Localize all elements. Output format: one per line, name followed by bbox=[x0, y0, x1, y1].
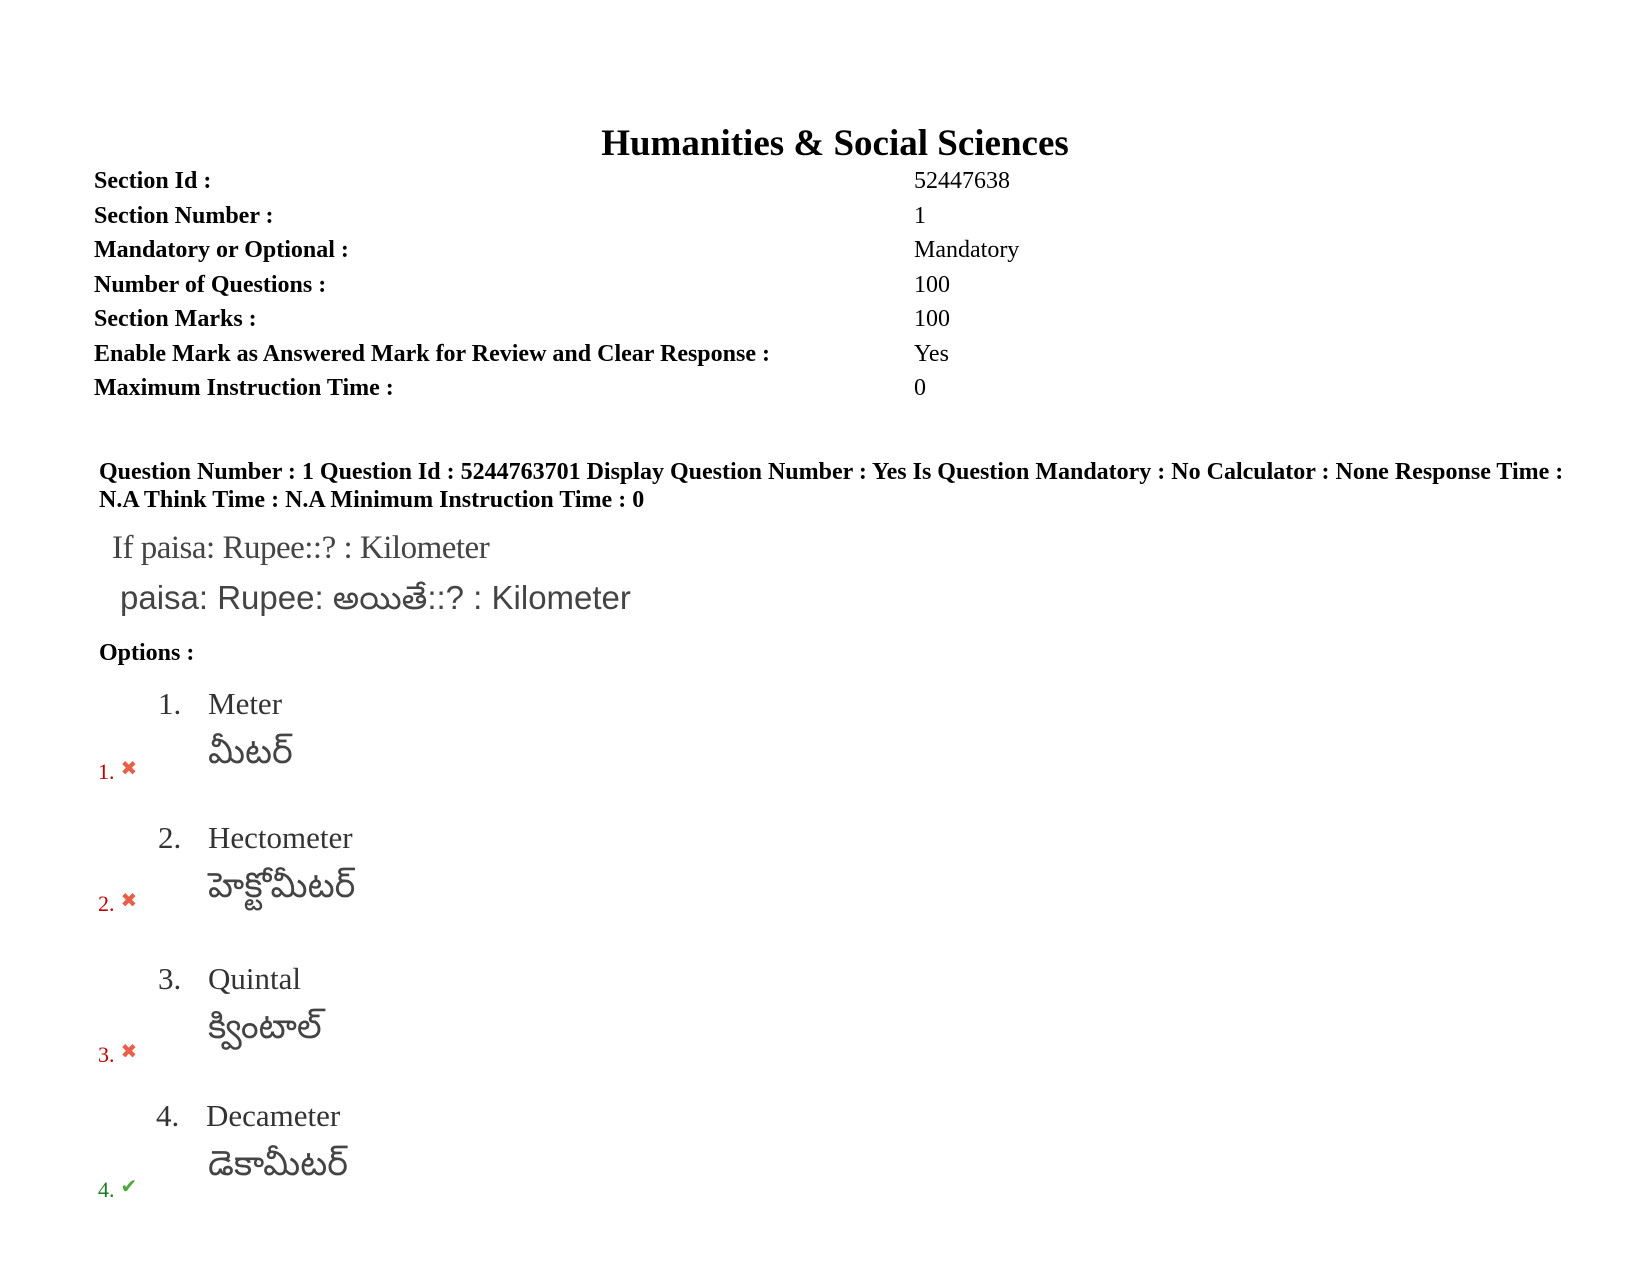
info-label: Maximum Instruction Time : bbox=[94, 375, 394, 401]
option-number: 3. bbox=[158, 961, 182, 996]
question-text-telugu: paisa: Rupee: అయితే::? : Kilometer bbox=[120, 579, 631, 616]
option-marker bbox=[98, 756, 137, 785]
info-value: 100 bbox=[914, 271, 950, 298]
question-text-english: If paisa: Rupee::? : Kilometer bbox=[112, 530, 490, 566]
max-instruction-time-row bbox=[94, 371, 1094, 406]
option-marker-number: 1. bbox=[98, 759, 115, 784]
mandatory-row bbox=[94, 233, 1094, 268]
info-value: Mandatory bbox=[914, 237, 1020, 263]
info-label: Number of Questions : bbox=[94, 271, 327, 298]
question-text bbox=[112, 526, 631, 620]
section-info-table bbox=[94, 164, 1094, 406]
cross-icon: ✖ bbox=[120, 1041, 138, 1063]
option-number: 1. bbox=[158, 686, 182, 721]
info-value: 100 bbox=[914, 306, 950, 332]
section-number-row bbox=[94, 199, 1094, 234]
option-text-telugu: హెక్టోమీటర్ bbox=[208, 866, 356, 906]
option-number: 4. bbox=[156, 1098, 180, 1133]
options-label: Options : bbox=[99, 640, 195, 666]
enable-mark-row bbox=[94, 337, 1094, 372]
option-text-telugu: డెకామీటర్ bbox=[208, 1144, 348, 1184]
info-label: Section Id : bbox=[94, 168, 212, 194]
option-marker-number: 4. bbox=[98, 1177, 115, 1202]
info-label: Enable Mark as Answered Mark for Review and Clear Response : bbox=[94, 340, 770, 367]
section-title: Humanities & Social Sciences bbox=[601, 123, 1069, 164]
info-label: Section Marks : bbox=[94, 306, 257, 332]
info-value: 0 bbox=[914, 375, 926, 401]
option-4 bbox=[0, 1098, 900, 1228]
option-number: 2. bbox=[158, 820, 182, 855]
option-marker-number: 3. bbox=[98, 1042, 115, 1067]
option-text-english: Decameter bbox=[206, 1098, 341, 1133]
check-icon: ✔ bbox=[120, 1176, 138, 1198]
section-id-row bbox=[94, 164, 1094, 199]
cross-icon: ✖ bbox=[120, 758, 138, 780]
option-3 bbox=[0, 961, 900, 1091]
option-text-telugu: క్వింటాల్ bbox=[208, 1007, 322, 1047]
option-1 bbox=[0, 686, 900, 816]
info-label: Section Number : bbox=[94, 202, 274, 229]
info-label: Mandatory or Optional : bbox=[94, 237, 349, 263]
option-text-english: Quintal bbox=[208, 961, 301, 996]
option-marker bbox=[98, 1039, 137, 1068]
option-text-english: Meter bbox=[208, 686, 283, 721]
section-marks-row bbox=[94, 302, 1094, 337]
option-2 bbox=[0, 820, 900, 950]
option-marker bbox=[98, 1174, 137, 1203]
option-marker-number: 2. bbox=[98, 891, 115, 916]
cross-icon: ✖ bbox=[120, 890, 138, 912]
question-meta: Question Number : 1 Question Id : 5244763701 Display Question Number : Yes Is Question Mandatory : No Calculator : None Response Time : N.A Think Time : N.A Minimum Instruction Time : 0 bbox=[99, 459, 1564, 513]
num-questions-row bbox=[94, 268, 1094, 303]
option-text-telugu: మీటర్ bbox=[208, 732, 293, 772]
option-marker bbox=[98, 888, 137, 917]
info-value: 1 bbox=[914, 202, 926, 229]
info-value: Yes bbox=[914, 340, 949, 367]
info-value: 52447638 bbox=[914, 168, 1010, 194]
option-text-english: Hectometer bbox=[208, 820, 353, 855]
